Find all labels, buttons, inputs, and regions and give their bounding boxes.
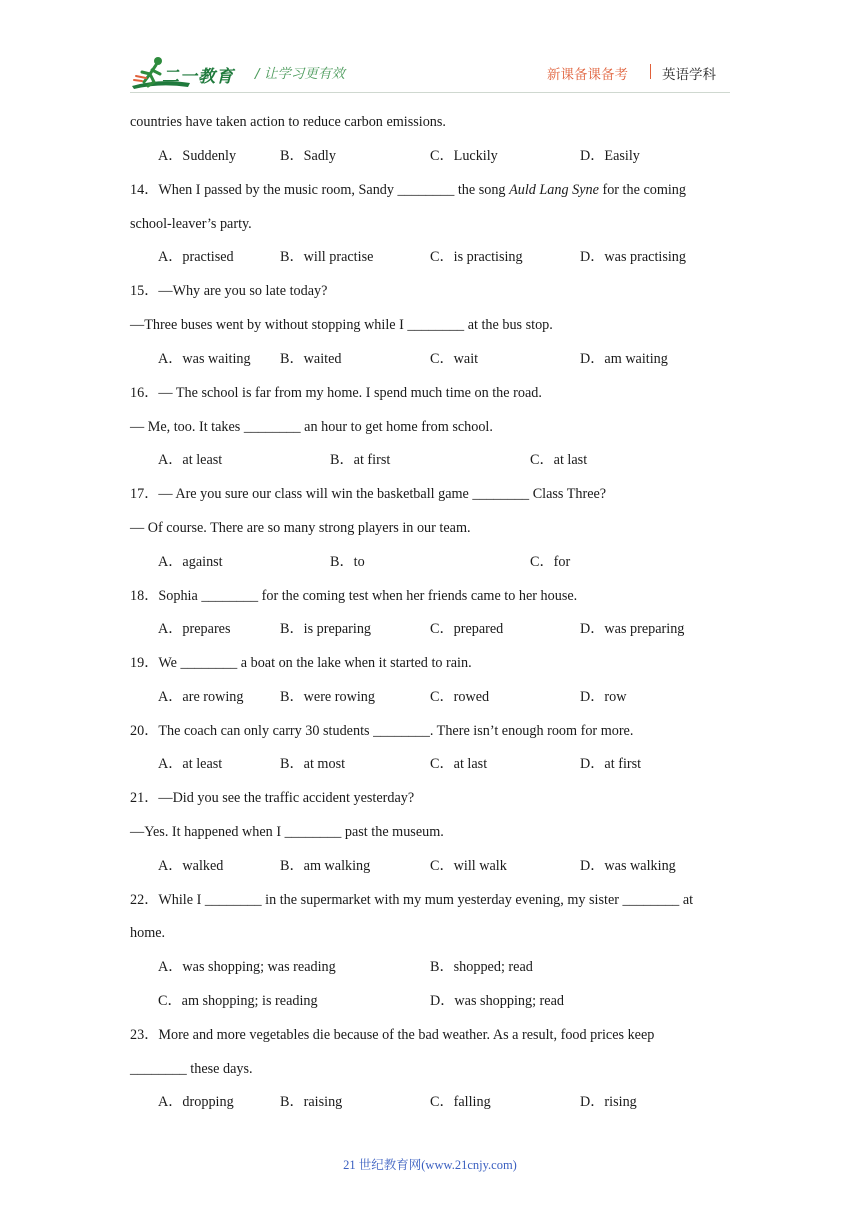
q22-option-b[interactable]: B．shopped; read xyxy=(430,959,533,975)
q18-option-b[interactable]: B．is preparing xyxy=(280,621,372,637)
q20-option-d[interactable]: D．at first xyxy=(580,756,642,772)
q19-options xyxy=(0,687,860,707)
q22-stem: 22．While I ________ in the supermarket with my mum yesterday evening, my sister ________ at xyxy=(130,892,694,908)
q21-stem: 21．—Did you see the traffic accident yesterday? xyxy=(130,790,415,806)
q14-stem-a: 14．When I passed by the music room, Sandy ________ the song xyxy=(130,182,510,198)
q14-stem xyxy=(130,180,686,200)
q18-option-c[interactable]: C．prepared xyxy=(430,621,504,637)
q19-option-a[interactable]: A．are rowing xyxy=(158,689,244,705)
q17-option-b[interactable]: B．to xyxy=(330,554,365,570)
q15-option-a[interactable]: A．was waiting xyxy=(158,351,251,367)
q13-option-d[interactable]: D．Easily xyxy=(580,148,640,164)
q13-option-b[interactable]: B．Sadly xyxy=(280,148,336,164)
q19-option-c[interactable]: C．rowed xyxy=(430,689,490,705)
q21-option-a[interactable]: A．walked xyxy=(158,858,224,874)
q23-stem: 23．More and more vegetables die because of the bad weather. As a result, food prices keep xyxy=(130,1027,655,1043)
q13-option-c[interactable]: C．Luckily xyxy=(430,148,498,164)
q15-option-c[interactable]: C．wait xyxy=(430,351,479,367)
q23-option-c[interactable]: C．falling xyxy=(430,1094,491,1110)
q13-options xyxy=(0,146,860,166)
q17-options xyxy=(0,552,860,572)
q22-option-a[interactable]: A．was shopping; was reading xyxy=(158,959,336,975)
logo-text: 二一教育 xyxy=(162,67,234,87)
q16-option-a[interactable]: A．at least xyxy=(158,452,223,468)
q23-option-b[interactable]: B．raising xyxy=(280,1094,343,1110)
q23-option-a[interactable]: A．dropping xyxy=(158,1094,234,1110)
q19-option-d[interactable]: D．row xyxy=(580,689,627,705)
header-divider xyxy=(650,64,651,79)
q14-options xyxy=(0,247,860,267)
q17-option-a[interactable]: A．against xyxy=(158,554,223,570)
q13-continuation: countries have taken action to reduce carbon emissions. xyxy=(130,114,446,130)
q14-option-c[interactable]: C．is practising xyxy=(430,249,523,265)
q21-stem-line2: —Yes. It happened when I ________ past the museum. xyxy=(130,824,444,840)
q20-option-b[interactable]: B．at most xyxy=(280,756,346,772)
q23-option-d[interactable]: D．rising xyxy=(580,1094,637,1110)
q14-option-b[interactable]: B．will practise xyxy=(280,249,374,265)
q15-options xyxy=(0,349,860,369)
q21-option-b[interactable]: B．am walking xyxy=(280,858,371,874)
q14-option-a[interactable]: A．practised xyxy=(158,249,234,265)
q14-option-d[interactable]: D．was practising xyxy=(580,249,686,265)
q17-stem: 17．— Are you sure our class will win the basketball game ________ Class Three? xyxy=(130,486,607,502)
header-rule xyxy=(130,92,730,93)
q14-stem-line2: school-leaver’s party. xyxy=(130,216,252,232)
q16-stem: 16．— The school is far from my home. I spend much time on the road. xyxy=(130,385,542,401)
page-header xyxy=(0,0,860,100)
q14-stem-b: for the coming xyxy=(598,182,686,198)
q16-option-c[interactable]: C．at last xyxy=(530,452,588,468)
q14-song-title: Auld Lang Syne xyxy=(509,182,599,198)
header-course: 新课备课备考 xyxy=(547,67,628,83)
q23-stem-line2: ________ these days. xyxy=(130,1061,253,1077)
q20-option-a[interactable]: A．at least xyxy=(158,756,223,772)
q15-option-b[interactable]: B．waited xyxy=(280,351,342,367)
q22-option-d[interactable]: D．was shopping; read xyxy=(430,993,564,1009)
q22-options-row2 xyxy=(0,991,860,1011)
page-footer: 21 世纪教育网(www.21cnjy.com) xyxy=(343,1158,517,1172)
q15-stem-line2: —Three buses went by without stopping while I ________ at the bus stop. xyxy=(130,317,553,333)
q20-options xyxy=(0,754,860,774)
q21-option-c[interactable]: C．will walk xyxy=(430,858,507,874)
q19-stem: 19．We ________ a boat on the lake when it started to rain. xyxy=(130,655,472,671)
q15-option-d[interactable]: D．am waiting xyxy=(580,351,668,367)
q18-stem: 18．Sophia ________ for the coming test when her friends came to her house. xyxy=(130,588,578,604)
header-slogan: / 让学习更有效 xyxy=(255,66,345,82)
q23-options xyxy=(0,1092,860,1112)
q16-stem-line2: — Me, too. It takes ________ an hour to get home from school. xyxy=(130,419,493,435)
q20-stem: 20．The coach can only carry 30 students ________. There isn’t enough room for more. xyxy=(130,723,634,739)
q17-option-c[interactable]: C．for xyxy=(530,554,571,570)
q18-options xyxy=(0,619,860,639)
q22-option-c[interactable]: C．am shopping; is reading xyxy=(158,993,318,1009)
q15-stem: 15．—Why are you so late today? xyxy=(130,283,328,299)
q18-option-a[interactable]: A．prepares xyxy=(158,621,231,637)
q19-option-b[interactable]: B．were rowing xyxy=(280,689,375,705)
q20-option-c[interactable]: C．at last xyxy=(430,756,488,772)
q18-option-d[interactable]: D．was preparing xyxy=(580,621,685,637)
q16-option-b[interactable]: B．at first xyxy=(330,452,391,468)
q13-option-a[interactable]: A．Suddenly xyxy=(158,148,237,164)
q17-stem-line2: — Of course. There are so many strong players in our team. xyxy=(130,520,471,536)
q21-option-d[interactable]: D．was walking xyxy=(580,858,676,874)
q21-options xyxy=(0,856,860,876)
header-subject: 英语学科 xyxy=(662,67,716,83)
q22-stem-line2: home. xyxy=(130,925,166,941)
q22-options-row1 xyxy=(0,957,860,977)
q16-options xyxy=(0,450,860,470)
